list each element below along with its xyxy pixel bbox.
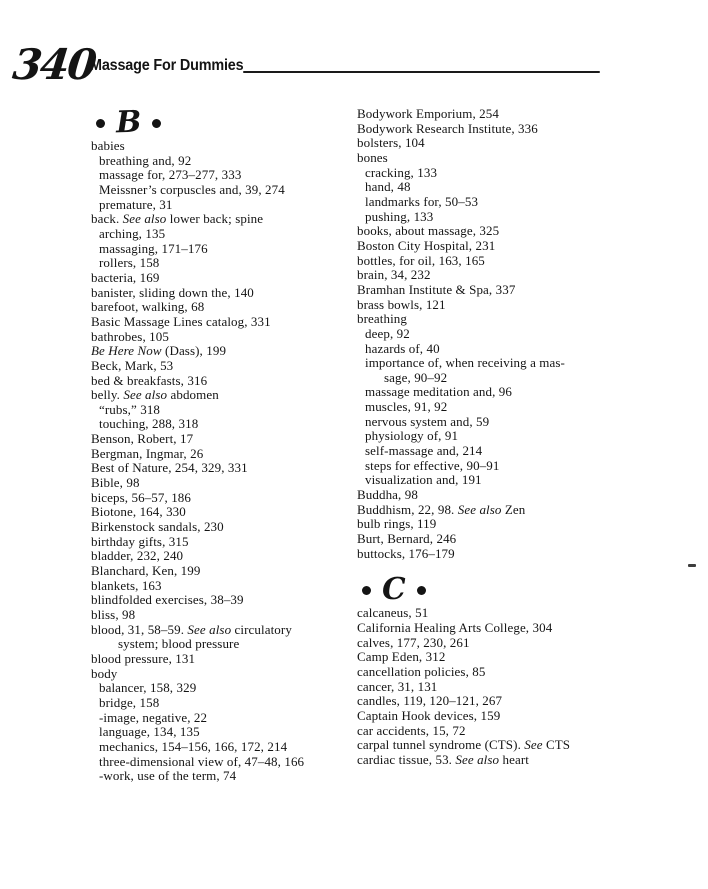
entry-text: Blanchard, Ken, 199 (91, 563, 201, 579)
index-entry-line (357, 224, 632, 239)
entry-text: massage meditation and, 96 (365, 384, 513, 400)
entry-text: bottles, for oil, 163, 165 (357, 252, 485, 268)
index-entry-line (91, 520, 366, 535)
index-entry-line (91, 359, 366, 374)
index-entry-line (357, 694, 632, 709)
entry-text: Basic Massage Lines catalog, 331 (91, 313, 271, 329)
section-bullet-icon (96, 119, 105, 128)
index-entry-line (91, 344, 366, 359)
entry-text: landmarks for, 50–53 (365, 193, 479, 209)
entry-text: importance of, when receiving a mas- (365, 355, 565, 371)
index-entry-line (357, 180, 632, 195)
cross-reference-text: Be Here Now (91, 343, 162, 359)
entry-text: (Dass), 199 (161, 343, 227, 359)
entry-text: hand, 48 (365, 179, 411, 195)
entry-text: brain, 34, 232 (357, 267, 431, 283)
index-entry-line (357, 151, 632, 166)
entry-text: Biotone, 164, 330 (91, 504, 186, 520)
index-column-left (91, 104, 366, 784)
section-heading-c (357, 571, 632, 608)
index-entry-line (91, 755, 366, 770)
index-entry-line (91, 461, 366, 476)
index-entry-line (91, 374, 366, 389)
index-entry-line (91, 198, 366, 213)
entry-text: arching, 135 (99, 225, 166, 241)
entry-text: physiology of, 91 (365, 428, 459, 444)
index-entry-line (91, 388, 366, 403)
index-entry-line (91, 696, 366, 711)
index-entry-line (91, 403, 366, 418)
entry-text: language, 134, 135 (99, 724, 200, 740)
entry-text: steps for effective, 90–91 (365, 457, 500, 473)
index-entry-line (357, 621, 632, 636)
entry-text: body (91, 665, 118, 681)
section-bullet-icon (417, 586, 426, 595)
index-entry-line (91, 711, 366, 726)
entry-text: Meissner’s corpuscles and, 39, 274 (99, 181, 285, 197)
index-entry-line (357, 195, 632, 210)
index-entry-line (357, 356, 632, 371)
entry-text: brass bowls, 121 (357, 296, 446, 312)
index-entry-line (357, 254, 632, 269)
index-entry-line (357, 429, 632, 444)
cross-reference-text: See (524, 737, 543, 753)
entry-text: blankets, 163 (91, 577, 162, 593)
index-entry-line (357, 283, 632, 298)
entry-text: buttocks, 176–179 (357, 545, 455, 561)
index-entry-line (357, 709, 632, 724)
running-head: Massage For Dummies (90, 57, 244, 74)
entry-text: cancer, 31, 131 (357, 678, 438, 694)
index-entry-line (91, 447, 366, 462)
index-entry-line (91, 227, 366, 242)
index-entry-line (91, 725, 366, 740)
index-entry-line (357, 342, 632, 357)
index-entry-line (357, 312, 632, 327)
cross-reference-text: See also (187, 621, 232, 637)
index-entry-line (91, 476, 366, 491)
index-entry-line (91, 168, 366, 183)
index-entry-line (91, 769, 366, 784)
entry-text: Benson, Robert, 17 (91, 431, 194, 447)
index-entry-line (91, 608, 366, 623)
index-entry-line (91, 212, 366, 227)
entry-text: bulb rings, 119 (357, 516, 437, 532)
entry-text: bed & breakfasts, 316 (91, 372, 208, 388)
index-entry-line (91, 549, 366, 564)
index-entry-line (357, 680, 632, 695)
entry-text: Bergman, Ingmar, 26 (91, 445, 204, 461)
entry-text: nervous system and, 59 (365, 413, 490, 429)
entry-text: CTS (542, 737, 571, 753)
index-entry-line (357, 298, 632, 313)
index-entry-line (357, 210, 632, 225)
index-entry-line (357, 444, 632, 459)
entry-text: touching, 288, 318 (99, 416, 199, 432)
index-entry-line (91, 300, 366, 315)
entry-text: bladder, 232, 240 (91, 548, 184, 564)
entry-text: bolsters, 104 (357, 135, 425, 151)
header-rule (243, 71, 600, 73)
entry-text: Birkenstock sandals, 230 (91, 519, 224, 535)
entry-text: Camp Eden, 312 (357, 649, 446, 665)
index-entry-line (91, 256, 366, 271)
entry-text: Buddhism, 22, 98. (357, 501, 458, 517)
index-entry-line (357, 753, 632, 768)
index-entry-line (357, 650, 632, 665)
entry-text: hazards of, 40 (365, 340, 440, 356)
entry-text: Best of Nature, 254, 329, 331 (91, 460, 248, 476)
index-entry-line (357, 665, 632, 680)
index-column-right (357, 107, 632, 768)
entry-text: three-dimensional view of, 47–48, 166 (99, 753, 305, 769)
entry-text: circulatory (231, 621, 292, 637)
entry-text: “rubs,” 318 (99, 401, 161, 417)
entry-text: bones (357, 149, 388, 165)
entry-text: carpal tunnel syndrome (CTS). (357, 737, 525, 753)
entry-text: Captain Hook devices, 159 (357, 707, 501, 723)
index-entry-line (91, 579, 366, 594)
entry-text: mechanics, 154–156, 166, 172, 214 (99, 738, 288, 754)
index-entry-line (91, 432, 366, 447)
entry-text: visualization and, 191 (365, 472, 482, 488)
entry-text: back. (91, 211, 123, 227)
index-entry-line (357, 122, 632, 137)
index-entry-line (91, 564, 366, 579)
entry-text: muscles, 91, 92 (365, 399, 448, 415)
entry-text: deep, 92 (365, 325, 410, 341)
entry-text: breathing (357, 311, 407, 327)
index-entry-line (357, 327, 632, 342)
entry-text: banister, sliding down the, 140 (91, 284, 254, 300)
entry-text: massage for, 273–277, 333 (99, 167, 242, 183)
index-entry-line (357, 473, 632, 488)
index-entry-line (357, 606, 632, 621)
index-entry-line (91, 417, 366, 432)
index-entry-line (357, 385, 632, 400)
cross-reference-text: See also (122, 211, 167, 227)
index-entry-line (357, 532, 632, 547)
entry-text: Buddha, 98 (357, 487, 418, 503)
cross-reference-text: See also (457, 501, 502, 517)
index-entry-line (357, 136, 632, 151)
entry-text: massaging, 171–176 (99, 240, 208, 256)
index-entry-line (91, 286, 366, 301)
index-entry-line (91, 139, 366, 154)
entry-text: self-massage and, 214 (365, 443, 483, 459)
index-entry-line (91, 593, 366, 608)
entry-text: bridge, 158 (99, 694, 160, 710)
entry-text: rollers, 158 (99, 255, 160, 271)
index-entry-line (357, 371, 632, 386)
entry-text: Zen (501, 501, 526, 517)
entry-text: heart (499, 751, 529, 767)
entry-text: Boston City Hospital, 231 (357, 237, 496, 253)
index-entry-line (357, 400, 632, 415)
index-entry-line (357, 415, 632, 430)
entry-text: birthday gifts, 315 (91, 533, 189, 549)
entry-text: barefoot, walking, 68 (91, 299, 205, 315)
index-entry-line (357, 636, 632, 651)
entry-text: system; blood pressure (118, 636, 240, 652)
index-entry-line (357, 488, 632, 503)
entry-text: Bramhan Institute & Spa, 337 (357, 281, 516, 297)
index-entry-line (91, 154, 366, 169)
entry-text: blood pressure, 131 (91, 650, 196, 666)
index-entry-line (91, 330, 366, 345)
entry-text: babies (91, 138, 125, 153)
entry-text: Bible, 98 (91, 475, 140, 491)
index-entry-line (357, 503, 632, 518)
entry-text: calcaneus, 51 (357, 605, 429, 621)
entry-text: Burt, Bernard, 246 (357, 531, 457, 547)
entry-text: cardiac tissue, 53. (357, 751, 456, 767)
entry-text: balancer, 158, 329 (99, 680, 197, 696)
entry-text: Bodywork Emporium, 254 (357, 106, 499, 121)
entry-text: blindfolded exercises, 38–39 (91, 592, 244, 608)
index-entry-line (357, 724, 632, 739)
index-entry-line (91, 315, 366, 330)
entry-text: calves, 177, 230, 261 (357, 634, 470, 650)
index-entry-line (91, 491, 366, 506)
index-entry-line (91, 667, 366, 682)
entry-text: -work, use of the term, 74 (99, 768, 237, 784)
index-entry-line (357, 459, 632, 474)
entry-text: car accidents, 15, 72 (357, 722, 466, 738)
index-entry-line (357, 239, 632, 254)
entry-text: belly. (91, 387, 124, 403)
entry-text: bacteria, 169 (91, 269, 160, 285)
scan-artifact-mark (688, 564, 696, 567)
entry-text: blood, 31, 58–59. (91, 621, 188, 637)
index-entry-line (357, 517, 632, 532)
entry-text: premature, 31 (99, 196, 173, 212)
entry-text: cancellation policies, 85 (357, 663, 486, 679)
entry-text: lower back; spine (166, 211, 264, 227)
section-letter: C (381, 571, 407, 608)
index-entry-line (357, 547, 632, 562)
index-entry-line (91, 505, 366, 520)
entry-text: sage, 90–92 (384, 369, 448, 385)
index-entry-line (91, 681, 366, 696)
section-letter: B (115, 104, 142, 141)
index-entry-line (357, 738, 632, 753)
entry-text: cracking, 133 (365, 164, 438, 180)
index-entry-line (91, 652, 366, 667)
entry-text: California Healing Arts College, 304 (357, 620, 553, 635)
entry-text: Bodywork Research Institute, 336 (357, 120, 538, 136)
page-number: 340 (10, 40, 98, 89)
index-entry-line (91, 242, 366, 257)
index-entry-line (357, 107, 632, 122)
entry-text: breathing and, 92 (99, 152, 192, 168)
entry-text: -image, negative, 22 (99, 709, 208, 725)
entry-text: books, about massage, 325 (357, 223, 500, 239)
index-entry-line (91, 740, 366, 755)
cross-reference-text: See also (123, 387, 168, 403)
index-entry-line (357, 268, 632, 283)
index-entry-line (91, 183, 366, 198)
entry-text: pushing, 133 (365, 208, 434, 224)
index-entry-line (357, 166, 632, 181)
section-heading-b (91, 104, 366, 141)
index-entry-line (91, 535, 366, 550)
section-bullet-icon (152, 119, 161, 128)
entry-text: bathrobes, 105 (91, 328, 169, 344)
entry-text: bliss, 98 (91, 607, 136, 622)
section-bullet-icon (362, 586, 371, 595)
entry-text: candles, 119, 120–121, 267 (357, 693, 503, 709)
cross-reference-text: See also (455, 751, 500, 767)
index-entry-line (91, 271, 366, 286)
index-entry-line (91, 623, 366, 638)
index-entry-line (91, 637, 366, 652)
entry-text: abdomen (167, 387, 219, 403)
entry-text: Beck, Mark, 53 (91, 357, 174, 373)
entry-text: biceps, 56–57, 186 (91, 489, 192, 505)
